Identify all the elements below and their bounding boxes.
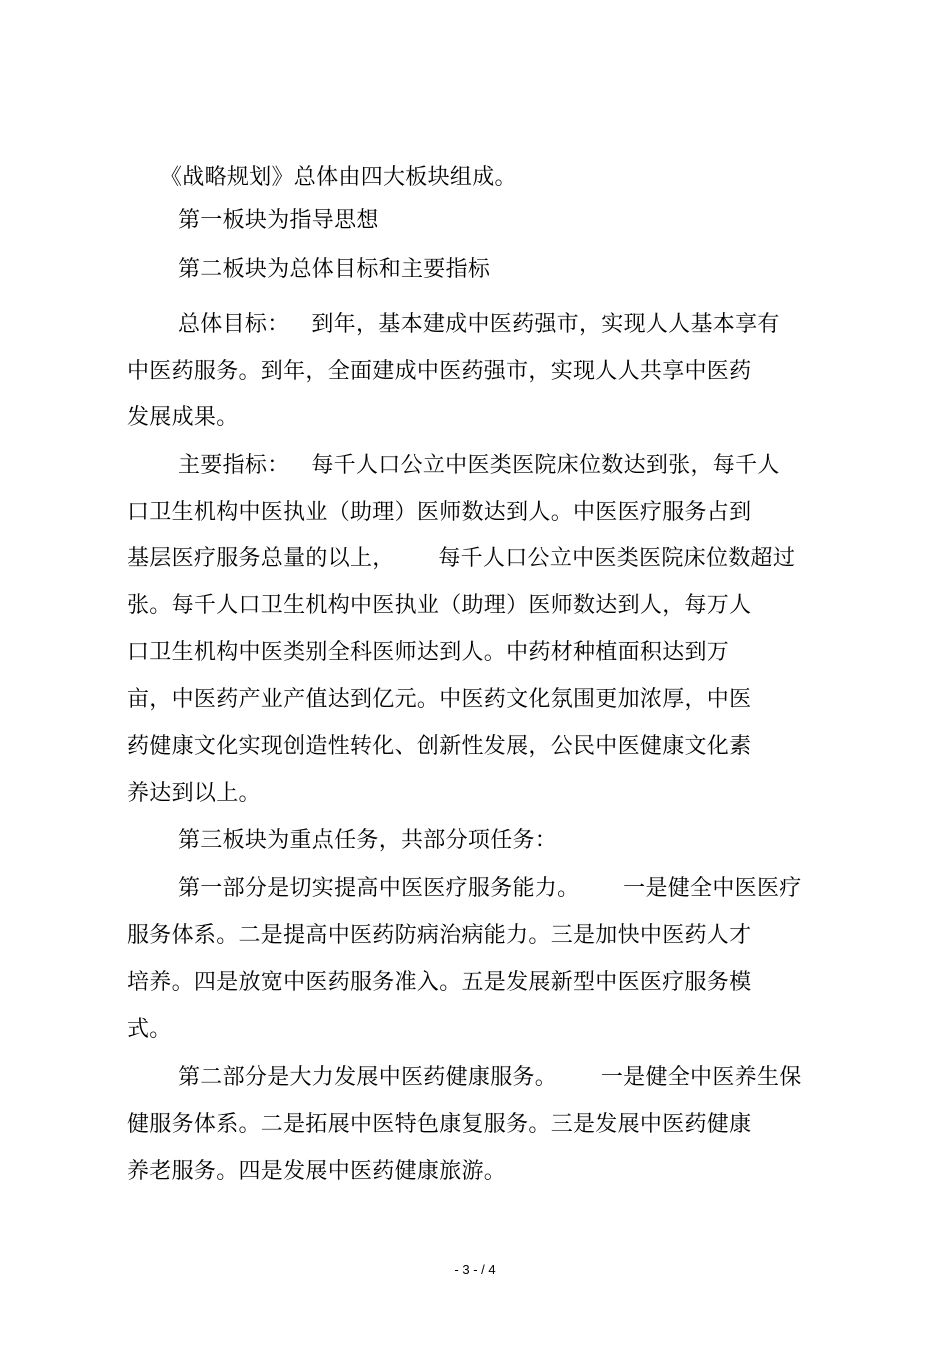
paragraph-line: 中医药服务。到年，全面建成中医药强市，实现人人共享中医药 xyxy=(127,359,752,384)
paragraph-line: 基层医疗服务总量的以上， 每千人口公立中医类医院床位数超过 xyxy=(127,546,796,571)
paragraph-line: 养达到以上。 xyxy=(127,781,261,806)
paragraph-line: 式。 xyxy=(127,1017,172,1042)
paragraph-line: 健服务体系。二是拓展中医特色康复服务。三是发展中医药健康 xyxy=(127,1112,752,1137)
paragraph-line: 总体目标： 到年，基本建成中医药强市，实现人人基本享有 xyxy=(178,312,780,337)
paragraph-line: 亩，中医药产业产值达到亿元。中医药文化氛围更加浓厚，中医 xyxy=(127,687,752,712)
paragraph-line: 口卫生机构中医执业（助理）医师数达到人。中医医疗服务占到 xyxy=(127,500,752,525)
paragraph-line: 张。每千人口卫生机构中医执业（助理）医师数达到人，每万人 xyxy=(127,593,752,618)
page-number: - 3 - / 4 xyxy=(454,1262,496,1277)
paragraph-line: 培养。四是放宽中医药服务准入。五是发展新型中医医疗服务模 xyxy=(127,970,752,995)
paragraph-line: 《战略规划》总体由四大板块组成。 xyxy=(160,165,517,190)
paragraph-line: 发展成果。 xyxy=(127,405,239,430)
paragraph-line: 第一板块为指导思想 xyxy=(178,208,379,233)
paragraph-line: 第二部分是大力发展中医药健康服务。 一是健全中医养生保 xyxy=(178,1065,802,1090)
paragraph-line: 服务体系。二是提高中医药防病治病能力。三是加快中医药人才 xyxy=(127,923,752,948)
paragraph-line: 药健康文化实现创造性转化、创新性发展，公民中医健康文化素 xyxy=(127,734,752,759)
paragraph-line: 养老服务。四是发展中医药健康旅游。 xyxy=(127,1159,507,1184)
paragraph-line: 主要指标： 每千人口公立中医类医院床位数达到张，每千人 xyxy=(178,453,780,478)
paragraph-line: 第二板块为总体目标和主要指标 xyxy=(178,257,491,282)
paragraph-line: 第一部分是切实提高中医医疗服务能力。 一是健全中医医疗 xyxy=(178,876,802,901)
paragraph-line: 第三板块为重点任务，共部分项任务： xyxy=(178,828,558,853)
paragraph-line: 口卫生机构中医类别全科医师达到人。中药材种植面积达到万 xyxy=(127,640,730,665)
